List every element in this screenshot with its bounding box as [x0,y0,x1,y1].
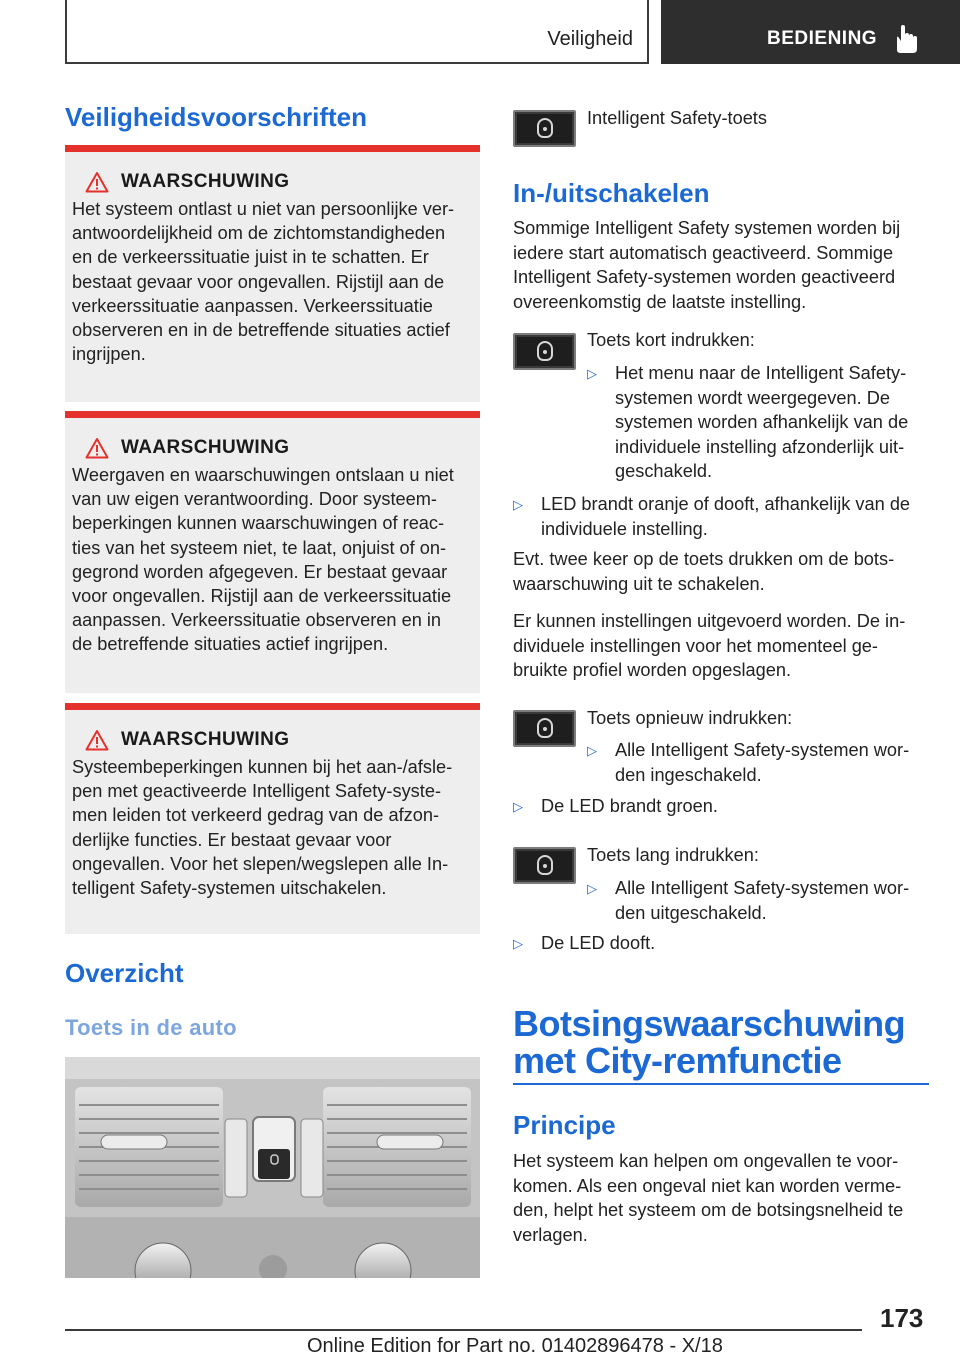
press-again-label: Toets opnieuw indrukken: [587,708,793,728]
intelligent-safety-button-icon [513,110,576,147]
text-line: ongevallen. Voor het slepen/wegslepen alle In- [72,853,449,874]
heading-line: Botsingswaarschuwing [513,1003,906,1044]
bullet-triangle-icon: ▷ [587,881,597,896]
intelligent-safety-button-icon [513,333,576,370]
text-line: geschakeld. [615,461,713,481]
text-line: individuele instelling afzonderlijk uit- [615,436,905,457]
text-line: waarschuwing uit te schakelen. [513,573,765,594]
collision-warning-heading [513,1005,905,1079]
warning-box [65,145,480,402]
text-line: aanpassen. Verkeerssituatie observeren en in [72,610,442,631]
page-title: Veiligheidsvoorschriften [65,102,367,132]
text-line: Sommige Intelligent Safety systemen worden bij [513,218,901,238]
text-line: LED brandt oranje of dooft, afhankelijk van de [541,494,911,514]
list-item [513,492,933,541]
text-line: van uw eigen verantwoording. Door systeem- [72,489,437,510]
warning-triangle-icon [85,437,109,459]
button-in-car-subheading: Toets in de auto [65,1015,237,1040]
warning-triangle-icon [85,171,109,193]
switch-heading: In-/uitschakelen [513,178,710,208]
double-press-paragraph [513,547,933,596]
text-line: iedere start automatisch geactiveerd. Sommige [513,242,894,263]
text-line: komen. Als een ongeval niet kan worden verme- [513,1175,902,1196]
bullet-triangle-icon: ▷ [513,936,523,951]
list-item [513,931,933,957]
overview-heading: Overzicht [65,958,184,988]
text-line: individuele instelling. [541,518,708,539]
text-line: ingrijpen. [72,344,146,365]
warning-title: WAARSCHUWING [121,729,290,750]
list-item [587,876,932,925]
text-line: overeenkomstig de laatste instelling. [513,291,807,312]
text-line: Evt. twee keer op de toets drukken om de bots- [513,549,895,569]
short-press-label: Toets kort indrukken: [587,330,755,350]
page-number: 173 [880,1303,924,1333]
text-line: den ingeschakeld. [615,764,762,785]
warning-title: WAARSCHUWING [121,437,290,458]
heading-divider [513,1083,929,1085]
intelligent-safety-button-icon [513,847,576,884]
bullet-triangle-icon: ▷ [587,366,597,381]
pointing-hand-icon [893,24,919,54]
text-line: Weergaven en waarschuwingen ontslaan u niet [72,465,454,485]
text-line: en de verkeerssituatie juist in te schatten. Er [72,247,429,268]
text-line: Alle Intelligent Safety-systemen wor- [615,878,910,898]
long-press-label: Toets lang indrukken: [587,845,759,865]
bullet-triangle-icon: ▷ [513,497,523,512]
warning-text [72,755,472,900]
text-line: Het systeem kan helpen om ongevallen te voor- [513,1151,899,1171]
text-line: derlijke functies. Er bestaat gevaar voor [72,829,392,850]
text-line: Er kunnen instellingen uitgevoerd worden. De in- [513,611,906,631]
intro-paragraph [513,216,928,314]
principle-heading: Principe [513,1110,616,1140]
footer-edition: Online Edition for Part no. 01402896478 - X/18 [307,1335,723,1357]
dashboard-button-photo [65,1057,480,1278]
text-line: voor ongevallen. Rijstijl aan de verkeerssituatie [72,586,452,607]
text-line: beperkingen kunnen waarschuwingen of reac- [72,513,445,534]
text-line: verkeerssituatie aanpassen. Verkeerssituatie [72,295,433,316]
text-line: men leiden tot verkeerd gedrag van de afzon- [72,805,440,826]
header-section-box [65,0,649,64]
text-line: systemen worden afhankelijk van de [615,412,909,432]
text-line: bestaat gevaar voor ongevallen. Rijstijl aan de [72,271,445,292]
footer-divider [65,1329,862,1331]
text-line: dividuele instellingen voor het momenteel ge- [513,635,878,656]
text-line: De LED dooft. [541,933,656,953]
text-line: De LED brandt groen. [541,796,718,816]
principle-paragraph [513,1149,933,1247]
warning-title: WAARSCHUWING [121,171,290,192]
dashboard-illustration [65,1057,480,1278]
text-line: Alle Intelligent Safety-systemen wor- [615,740,910,760]
list-item [513,794,933,820]
warning-text [72,197,472,366]
warning-triangle-icon [85,729,109,751]
text-line: de betreffende situaties actief ingrijpen. [72,634,389,655]
header-section-label: Veiligheid [547,28,633,50]
text-line: verlagen. [513,1224,588,1245]
text-line: ties van het systeem niet, te laat, onjuist of on- [72,537,447,558]
text-line: systemen wordt weergegeven. De [615,387,890,408]
text-line: Systeembeperkingen kunnen bij het aan-/afsle- [72,757,453,777]
left-vent [75,1087,223,1207]
warning-box [65,411,480,693]
bullet-triangle-icon: ▷ [513,799,523,814]
text-line: Het menu naar de Intelligent Safety- [615,363,907,383]
button-caption: Intelligent Safety-toets [587,108,767,128]
text-line: Het systeem ontlast u niet van persoonlijke ver- [72,199,455,219]
text-line: pen met geactiveerde Intelligent Safety-syste- [72,781,441,802]
text-line: bruikte profiel worden opgeslagen. [513,660,792,680]
text-line: observeren en in de betreffende situaties actief [72,320,450,341]
settings-paragraph [513,609,933,683]
warning-text [72,463,472,657]
text-line: antwoordelijkheid om de zichtomstandigheden [72,223,446,244]
list-item [587,738,932,787]
intelligent-safety-button-icon [513,710,576,747]
header-chapter-label: BEDIENING [767,28,878,49]
text-line: den uitgeschakeld. [615,902,767,923]
text-line: telligent Safety-systemen uitschakelen. [72,878,387,899]
text-line: gegrond worden afgegeven. Er bestaat gevaar [72,561,448,582]
warning-box [65,703,480,934]
list-item [587,361,932,484]
heading-line: met City-remfunctie [513,1040,842,1081]
bullet-triangle-icon: ▷ [587,743,597,758]
right-vent [323,1087,471,1207]
header-chapter-box [661,0,960,64]
text-line: den, helpt het systeem om de botsingsnelheid te [513,1200,904,1220]
text-line: Intelligent Safety-systemen worden geactiveerd [513,267,896,287]
